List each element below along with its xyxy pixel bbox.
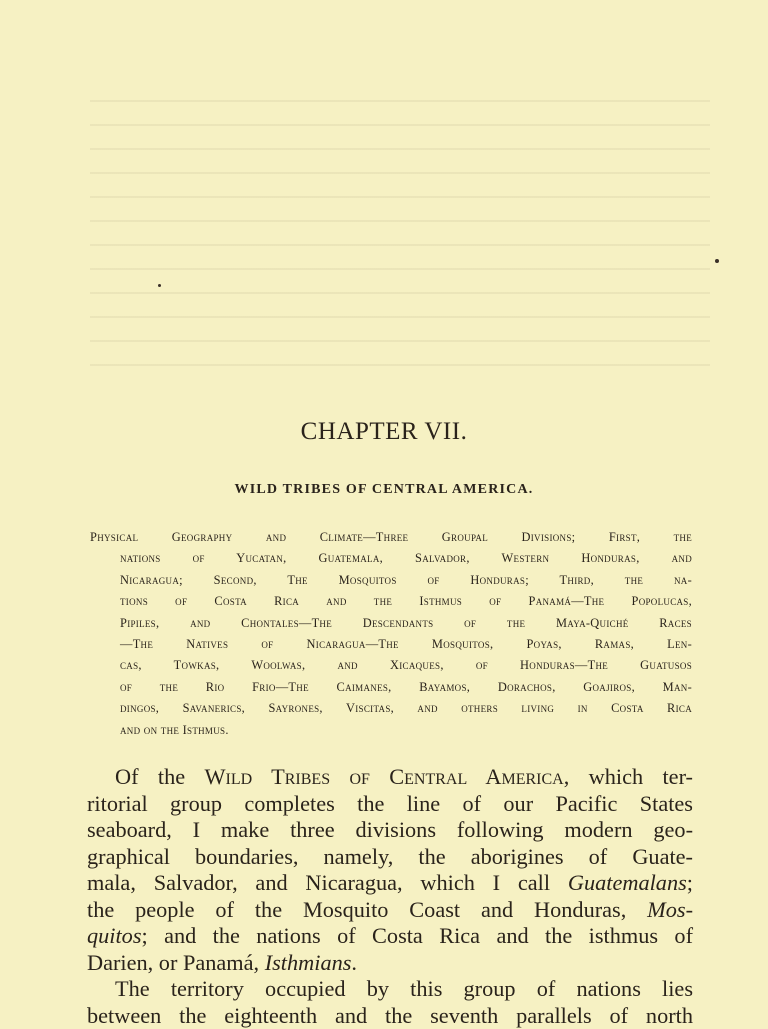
summary-line: and on the Isthmus.	[90, 720, 692, 741]
italic-term: Isthmians	[265, 950, 352, 975]
body-line: seaboard, I make three divisions following modern geo-	[87, 817, 693, 844]
summary-line: of the Rio Frio—The Caimanes, Bayamos, Dorachos, Goajiros, Man-	[90, 677, 692, 698]
body-line: Of the Wild Tribes of Central America, which ter-	[87, 764, 693, 791]
chapter-summary	[90, 527, 692, 741]
body-line: between the eighteenth and the seventh parallels of north	[87, 1003, 693, 1029]
body-line: the people of the Mosquito Coast and Honduras, Mos-	[87, 897, 693, 924]
body-line: Darien, or Panamá, Isthmians.	[87, 950, 693, 977]
small-caps-phrase: Wild Tribes of Central America	[204, 764, 563, 789]
body-line: quitos; and the nations of Costa Rica and the isthmus of	[87, 923, 693, 950]
italic-term: Mos-	[647, 897, 693, 922]
body-paragraphs	[87, 764, 693, 1029]
body-line: mala, Salvador, and Nicaragua, which I call Guatemalans;	[87, 870, 693, 897]
chapter-heading: CHAPTER VII.	[0, 418, 768, 446]
show-through-bleed	[90, 100, 710, 380]
summary-line: Physical Geography and Climate—Three Groupal Divisions; First, the	[90, 527, 692, 548]
body-line: ritorial group completes the line of our Pacific States	[87, 791, 693, 818]
italic-term: quitos	[87, 923, 142, 948]
summary-line: —The Natives of Nicaragua—The Mosquitos, Poyas, Ramas, Len-	[90, 634, 692, 655]
chapter-subtitle: WILD TRIBES OF CENTRAL AMERICA.	[0, 482, 768, 498]
summary-line: dingos, Savanerics, Sayrones, Viscitas, and others living in Costa Rica	[90, 698, 692, 719]
summary-line: cas, Towkas, Woolwas, and Xicaques, of Honduras—The Guatusos	[90, 655, 692, 676]
ink-speck	[715, 259, 719, 263]
summary-line: Pipiles, and Chontales—The Descendants of the Maya-Quiché Races	[90, 613, 692, 634]
italic-term: Guatemalans	[568, 870, 687, 895]
ink-speck	[158, 284, 161, 287]
summary-line: nations of Yucatan, Guatemala, Salvador, Western Honduras, and	[90, 548, 692, 569]
summary-line: tions of Costa Rica and the Isthmus of Panamá—The Popolucas,	[90, 591, 692, 612]
body-line: The territory occupied by this group of nations lies	[87, 976, 693, 1003]
summary-line: Nicaragua; Second, The Mosquitos of Honduras; Third, the na-	[90, 570, 692, 591]
body-line: graphical boundaries, namely, the aborigines of Guate-	[87, 844, 693, 871]
